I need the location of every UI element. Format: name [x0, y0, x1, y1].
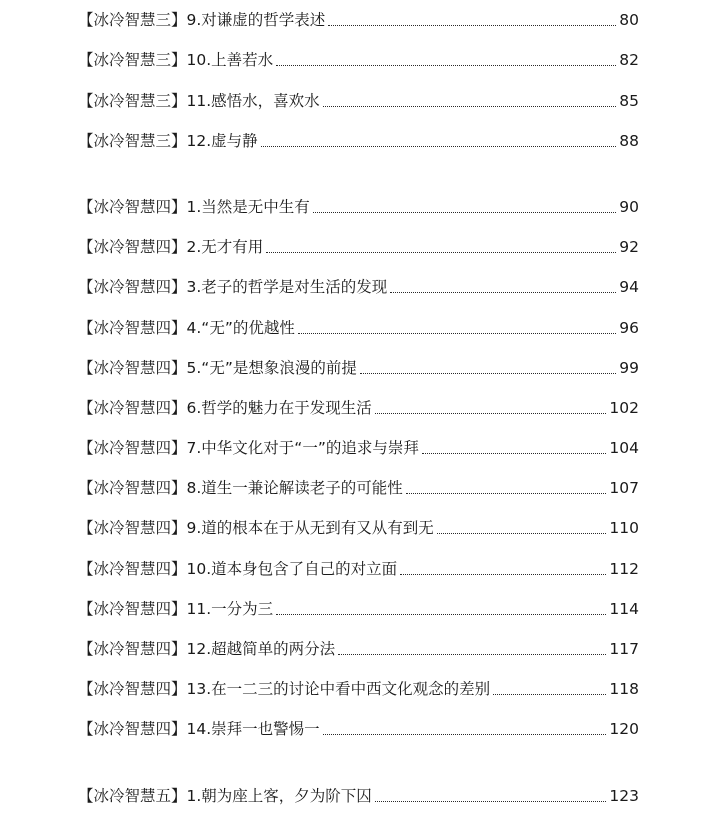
- toc-entry-chapter-label: 【冰冷智慧四】: [78, 519, 187, 538]
- toc-entry-title: 5.“无”是想象浪漫的前提: [186, 358, 357, 377]
- dot-leader: [437, 533, 607, 534]
- toc-entry-page-number: 112: [609, 559, 639, 578]
- toc-entry-chapter-label: 【冰冷智慧四】: [78, 720, 187, 739]
- toc-entry-chapter-label: 【冰冷智慧四】: [78, 479, 187, 498]
- toc-entry-chapter-label: 【冰冷智慧四】: [78, 559, 187, 578]
- toc-entry-title: 9.道的根本在于从无到有又从有到无: [186, 519, 434, 538]
- toc-entry[interactable]: [78, 267, 639, 307]
- toc-entry-chapter-label: 【冰冷智慧四】: [78, 238, 187, 257]
- toc-entry-page-number: 120: [609, 720, 639, 739]
- toc-entry-chapter-label: 【冰冷智慧五】: [78, 786, 187, 805]
- toc-entry[interactable]: [78, 40, 639, 80]
- toc-entry-chapter-label: 【冰冷智慧三】: [78, 11, 187, 30]
- toc-entry[interactable]: [78, 468, 639, 508]
- toc-entry-chapter-label: 【冰冷智慧四】: [78, 197, 187, 216]
- toc-entry-page-number: 92: [619, 238, 639, 257]
- toc-entry-chapter-label: 【冰冷智慧四】: [78, 318, 187, 337]
- toc-entry[interactable]: [78, 709, 639, 749]
- dot-leader: [400, 574, 606, 575]
- toc-entry-title: 1.朝为座上客，夕为阶下囚: [186, 786, 372, 805]
- toc-entry-title: 3.老子的哲学是对生活的发现: [186, 278, 388, 297]
- dot-leader: [323, 734, 607, 735]
- toc-entry-title: 10.上善若水: [186, 51, 274, 70]
- toc-entry-page-number: 123: [609, 786, 639, 805]
- dot-leader: [406, 493, 607, 494]
- toc-entry-page-number: 117: [609, 640, 639, 658]
- toc-entry-page-number: 99: [619, 358, 639, 377]
- toc-entry[interactable]: [78, 227, 639, 267]
- dot-leader: [375, 801, 607, 802]
- toc-entry-title: 4.“无”的优越性: [186, 318, 295, 337]
- toc-entry-title: 8.道生一兼论解读老子的可能性: [186, 479, 403, 498]
- toc-entry-title: 11.感悟水，喜欢水: [186, 91, 320, 110]
- toc-entry[interactable]: [78, 669, 639, 709]
- toc-entry-chapter-label: 【冰冷智慧四】: [78, 278, 187, 297]
- toc-entry-chapter-label: 【冰冷智慧三】: [78, 91, 187, 110]
- toc-entry-title: 11.一分为三: [186, 599, 274, 618]
- toc-entry[interactable]: [78, 121, 639, 161]
- toc-entry-page-number: 88: [619, 131, 639, 150]
- toc-section-5: [78, 775, 639, 815]
- dot-leader: [298, 333, 616, 334]
- toc-entry[interactable]: [78, 0, 639, 40]
- dot-leader: [493, 694, 606, 695]
- dot-leader: [266, 252, 616, 253]
- toc-entry-page-number: 82: [619, 51, 639, 70]
- toc-entry-page-number: 114: [609, 599, 639, 618]
- toc-entry[interactable]: [78, 548, 639, 588]
- toc-entry-chapter-label: 【冰冷智慧三】: [78, 131, 187, 150]
- toc-entry-page-number: 118: [609, 680, 639, 699]
- dot-leader: [328, 25, 616, 26]
- toc-entry-title: 1.当然是无中生有: [186, 197, 310, 216]
- toc-entry-chapter-label: 【冰冷智慧四】: [78, 358, 187, 377]
- section-gap: [78, 161, 639, 187]
- table-of-contents: [78, 0, 639, 816]
- toc-entry-chapter-label: 【冰冷智慧三】: [78, 51, 187, 70]
- toc-entry-page-number: 96: [619, 318, 639, 337]
- toc-entry-chapter-label: 【冰冷智慧四】: [78, 599, 187, 618]
- toc-entry-title: 7.中华文化对于“一”的追求与崇拜: [186, 439, 419, 458]
- toc-entry-title: 14.崇拜一也警惕一: [186, 720, 320, 739]
- toc-entry-chapter-label: 【冰冷智慧四】: [78, 680, 187, 699]
- dot-leader: [338, 654, 606, 655]
- toc-section-3: [78, 0, 639, 161]
- toc-entry[interactable]: [78, 589, 639, 629]
- toc-entry[interactable]: [78, 508, 639, 548]
- toc-entry[interactable]: [78, 307, 639, 347]
- toc-entry[interactable]: [78, 388, 639, 428]
- toc-section-4: [78, 187, 639, 750]
- toc-entry-title: 9.对谦虚的哲学表述: [186, 11, 326, 30]
- toc-entry-chapter-label: 【冰冷智慧四】: [78, 398, 187, 417]
- toc-entry[interactable]: [78, 428, 639, 468]
- toc-entry-title: 13.在一二三的讨论中看中西文化观念的差别: [186, 680, 491, 699]
- dot-leader: [360, 373, 616, 374]
- toc-entry-chapter-label: 【冰冷智慧四】: [78, 439, 187, 458]
- dot-leader: [276, 65, 616, 66]
- dot-leader: [375, 413, 607, 414]
- toc-entry-page-number: 102: [609, 398, 639, 417]
- toc-entry-page-number: 110: [609, 519, 639, 538]
- toc-entry-page-number: 104: [609, 439, 639, 458]
- toc-entry-page-number: 90: [619, 197, 639, 216]
- toc-entry[interactable]: [78, 80, 639, 120]
- dot-leader: [261, 146, 617, 147]
- dot-leader: [323, 106, 617, 107]
- toc-entry[interactable]: [78, 775, 639, 815]
- toc-entry-page-number: 107: [609, 479, 639, 498]
- toc-entry-page-number: 80: [619, 11, 639, 30]
- section-gap: [78, 749, 639, 775]
- toc-entry[interactable]: [78, 187, 639, 227]
- dot-leader: [276, 614, 606, 615]
- toc-entry-chapter-label: 【冰冷智慧四】: [78, 640, 187, 658]
- toc-entry-title: 12.超越简单的两分法: [186, 640, 336, 658]
- toc-entry-page-number: 85: [619, 91, 639, 110]
- dot-leader: [390, 292, 616, 293]
- toc-entry-title: 2.无才有用: [186, 238, 264, 257]
- dot-leader: [313, 212, 616, 213]
- toc-entry[interactable]: [78, 629, 639, 669]
- toc-entry-title: 12.虚与静: [186, 131, 258, 150]
- dot-leader: [422, 453, 607, 454]
- toc-entry-title: 6.哲学的魅力在于发现生活: [186, 398, 372, 417]
- toc-entry-title: 10.道本身包含了自己的对立面: [186, 559, 398, 578]
- toc-entry-page-number: 94: [619, 278, 639, 297]
- toc-entry[interactable]: [78, 348, 639, 388]
